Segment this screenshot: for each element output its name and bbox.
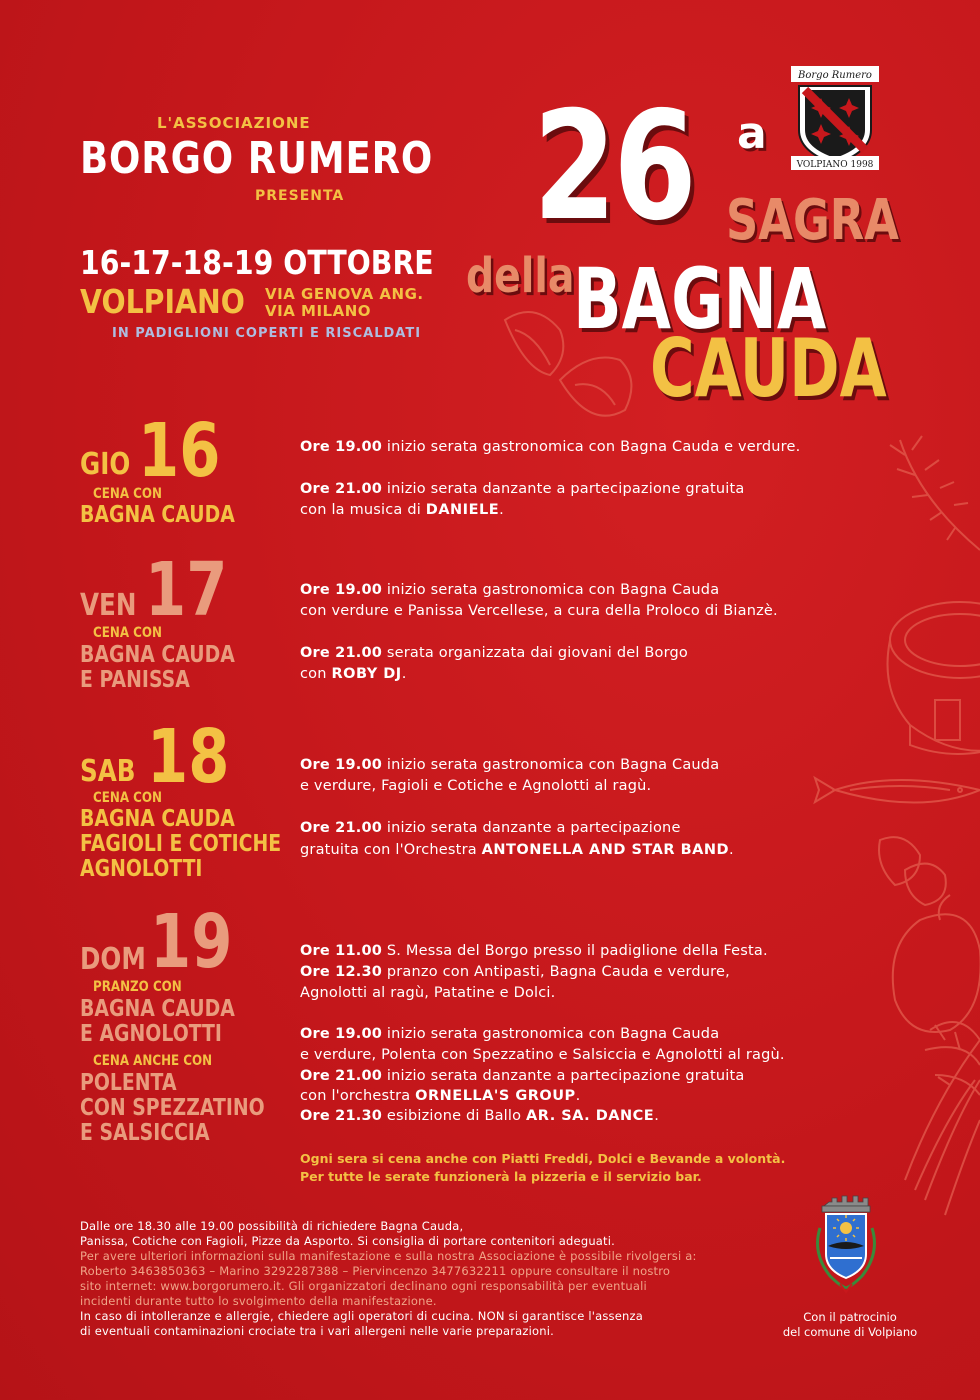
title-della: della (466, 248, 575, 304)
day-menu-line: E PANISSA (80, 667, 190, 693)
day-number-16: 16 (138, 408, 221, 494)
day-menu-line: BAGNA CAUDA (80, 996, 235, 1022)
title-bagna: BAGNA (573, 250, 827, 348)
patronage-line1: Con il patrocinio (803, 1310, 897, 1324)
event-city: VOLPIANO (80, 282, 245, 321)
day-menu-line: BAGNA CAUDA (80, 806, 235, 832)
svg-text:Borgo Rumero: Borgo Rumero (798, 70, 872, 81)
day-sub-label: CENA CON (93, 790, 162, 806)
event-line: Ore 21.00 inizio serata danzante a partecipazione (300, 820, 681, 836)
event-line: Ore 21.00 serata organizzata dai giovani del Borgo (300, 645, 689, 661)
event-line: Ore 21.00 inizio serata danzante a partecipazione gratuita (300, 481, 745, 497)
event-line: Ore 19.00 inizio serata gastronomica con Bagna Cauda (300, 1026, 720, 1042)
day-menu-line: FAGIOLI E COTICHE (80, 831, 282, 857)
note-line: Per tutte le serate funzionerà la pizzeria e il servizio bar. (300, 1169, 702, 1184)
event-address-line2: VIA MILANO (265, 302, 372, 320)
event-line: con ROBY DJ. (300, 666, 407, 682)
presents-label: PRESENTA (255, 188, 345, 204)
association-label: L'ASSOCIAZIONE (157, 114, 311, 132)
day-sub-label: PRANZO CON (93, 979, 182, 995)
borgo-rumero-crest-logo (787, 64, 883, 172)
edition-ordinal: a (737, 108, 767, 159)
event-line: Agnolotti al ragù, Patatine e Dolci. (300, 985, 556, 1001)
day-name-ven: VEN (80, 588, 137, 623)
event-dates: 16-17-18-19 OTTOBRE (80, 243, 434, 282)
day-menu-line: E AGNOLOTTI (80, 1021, 222, 1047)
volpiano-coat-of-arms-icon (804, 1188, 888, 1298)
day-menu-line: E SALSICCIA (80, 1120, 210, 1146)
svg-text:VOLPIANO 1998: VOLPIANO 1998 (796, 160, 874, 170)
event-line: Ore 21.30 esibizione di Ballo AR. SA. DANCE. (300, 1108, 659, 1124)
day-name-gio: GIO (80, 447, 131, 482)
day-sub-label: CENA CON (93, 486, 162, 502)
footer-line: Panissa, Cotiche con Fagioli, Pizze da Asporto. Si consiglia di portare contenitori adeguati. (80, 1234, 616, 1248)
footer-line: Per avere ulteriori informazioni sulla manifestazione e sulla nostra Associazione è possibile rivolgersi a: (80, 1249, 697, 1263)
event-line: e verdure, Polenta con Spezzatino e Salsiccia e Agnolotti al ragù. (300, 1047, 785, 1063)
event-address-line1: VIA GENOVA ANG. (265, 285, 424, 303)
event-line: Ore 19.00 inizio serata gastronomica con Bagna Cauda (300, 757, 720, 773)
event-line: Ore 19.00 inizio serata gastronomica con Bagna Cauda (300, 582, 720, 598)
event-line: gratuita con l'Orchestra ANTONELLA AND STAR BAND. (300, 842, 734, 858)
event-line: Ore 12.30 pranzo con Antipasti, Bagna Cauda e verdure, (300, 964, 730, 980)
title-sagra: SAGRA (726, 188, 899, 253)
day-menu-line: POLENTA (80, 1070, 177, 1096)
day-menu-line: CON SPEZZATINO (80, 1095, 265, 1121)
event-line: con verdure e Panissa Vercellese, a cura della Proloco di Bianzè. (300, 603, 778, 619)
day-number-19: 19 (150, 899, 233, 985)
day-menu-line: BAGNA CAUDA (80, 502, 235, 528)
day-menu-line: BAGNA CAUDA (80, 642, 235, 668)
day-number-17: 17 (145, 547, 228, 633)
footer-line: sito internet: www.borgorumero.it. Gli organizzatori declinano ogni responsabilità per eventuali (80, 1279, 647, 1293)
patronage-note (770, 1310, 930, 1340)
event-venue: IN PADIGLIONI COPERTI E RISCALDATI (112, 326, 422, 341)
day-sub-label-2: CENA ANCHE CON (93, 1053, 213, 1069)
event-line: Ore 11.00 S. Messa del Borgo presso il padiglione della Festa. (300, 943, 768, 959)
event-line: con la musica di DANIELE. (300, 502, 504, 518)
footer-line: incidenti durante tutto lo svolgimento della manifestazione. (80, 1294, 437, 1308)
event-line: e verdure, Fagioli e Cotiche e Agnolotti al ragù. (300, 778, 652, 794)
day-sub-label: CENA CON (93, 625, 162, 641)
note-line: Ogni sera si cena anche con Piatti Freddi, Dolci e Bevande a volontà. (300, 1151, 786, 1166)
association-name: BORGO RUMERO (80, 133, 434, 184)
day-menu-line: AGNOLOTTI (80, 856, 203, 882)
footer-line: di eventuali contaminazioni crociate tra i vari allergeni nelle varie preparazioni. (80, 1324, 555, 1338)
day-name-dom: DOM (80, 942, 146, 977)
day-number-18: 18 (147, 714, 230, 800)
footer-line: Roberto 3463850363 – Marino 3292287388 – Piervincenzo 3477632211 oppure consultare il nostro (80, 1264, 671, 1278)
event-line: Ore 19.00 inizio serata gastronomica con Bagna Cauda e verdure. (300, 439, 801, 455)
patronage-line2: del comune di Volpiano (782, 1325, 918, 1339)
edition-number: 26 (533, 80, 694, 254)
event-line: con l'orchestra ORNELLA'S GROUP. (300, 1088, 581, 1104)
event-line: Ore 21.00 inizio serata danzante a partecipazione gratuita (300, 1068, 745, 1084)
title-cauda: CAUDA (650, 322, 887, 415)
footer-line: Dalle ore 18.30 alle 19.00 possibilità di richiedere Bagna Cauda, (80, 1219, 464, 1233)
footer-line: In caso di intolleranze e allergie, chiedere agli operatori di cucina. NON si garantisce l'assenza (80, 1309, 643, 1323)
day-name-sab: SAB (80, 754, 136, 789)
